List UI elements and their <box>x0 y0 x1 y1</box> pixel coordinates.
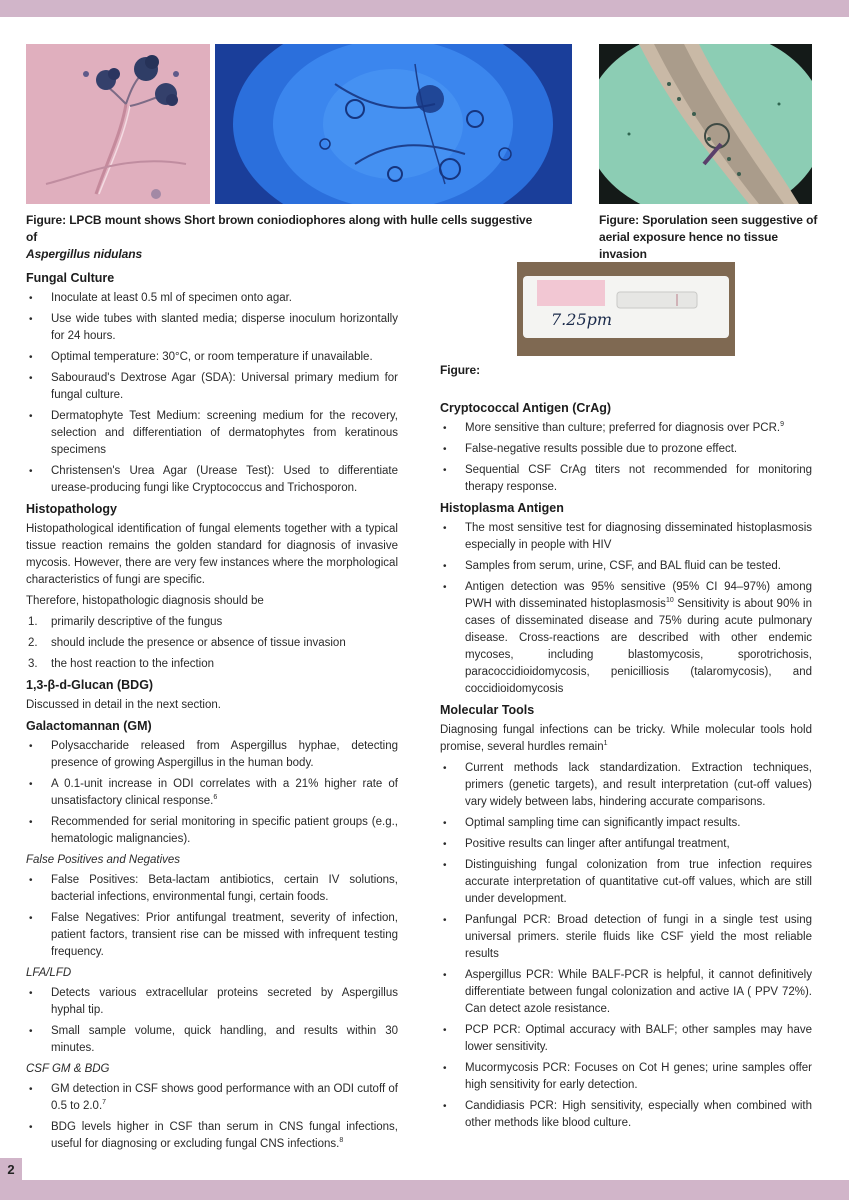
section-molecular-tools <box>440 702 812 1132</box>
list-text: BDG levels higher in CSF than serum in CNS fungal infections, useful for diagnosing or excluding fungal CNS infections. <box>51 1121 398 1150</box>
list-item: • Samples from serum, urine, CSF, and BAL fluid can be tested. <box>440 558 812 575</box>
list-item: • False-negative results possible due to prozone effect. <box>440 441 812 458</box>
heading-crag: Cryptococcal Antigen (CrAg) <box>440 401 612 415</box>
figure-caption-sporulation-line2: aerial exposure hence no tissue invasion <box>599 230 778 261</box>
figure-caption-lpcb <box>26 212 546 263</box>
figure-caption-lpcb-line2: Aspergillus nidulans <box>26 247 143 261</box>
list-item: • Sequential CSF CrAg titers not recommended for monitoring therapy response. <box>440 462 812 496</box>
subheading-csf: CSF GM & BDG <box>26 1063 110 1075</box>
list-item: • Optimal sampling time can significantly impact results. <box>440 815 812 832</box>
histopathology-lead: Therefore, histopathologic diagnosis should be <box>26 595 264 607</box>
section-histopathology <box>26 501 398 673</box>
section-bdg <box>26 677 398 714</box>
reference-mark: 9 <box>780 421 785 429</box>
top-decorative-band <box>0 0 849 17</box>
list-text: More sensitive than culture; preferred for diagnosis over PCR. <box>465 422 781 434</box>
csf-list <box>26 1081 398 1153</box>
left-column <box>26 270 398 1157</box>
list-item <box>26 1119 398 1153</box>
section-histoplasma <box>440 500 812 698</box>
right-column <box>440 400 812 1136</box>
reference-mark: 8 <box>339 1137 344 1145</box>
list-item: • False Positives: Beta-lactam antibiotics, certain IV solutions, bacterial infections, environmental fungi, certain foods. <box>26 872 398 906</box>
list-item: • Current methods lack standardization. Extraction techniques, primers (genetic targets), and result interpretation (cut-off values) vary widely between labs, hindering accurate comparisons. <box>440 760 812 811</box>
list-number: 3. <box>28 658 38 670</box>
molecular-intro <box>440 722 812 756</box>
false-positives-list <box>26 872 398 961</box>
list-item: • Candidiasis PCR: High sensitivity, especially when combined with other methods like blood culture. <box>440 1098 812 1132</box>
list-item: • False Negatives: Prior antifungal treatment, severity of infection, patient factors, transient rise can be missed with infrequent testing frequency. <box>26 910 398 961</box>
bdg-text: Discussed in detail in the next section. <box>26 699 221 711</box>
heading-fungal-culture: Fungal Culture <box>26 271 115 285</box>
list-number: 1. <box>28 616 38 628</box>
list-item <box>26 1081 398 1115</box>
heading-histopathology: Histopathology <box>26 502 117 516</box>
list-text: should include the presence or absence of tissue invasion <box>51 637 346 649</box>
list-item: • Aspergillus PCR: While BALF-PCR is helpful, it cannot definitively differentiate between fungal colonization and active IA ( PPV 72%). Can detect azole resistance. <box>440 967 812 1018</box>
list-item: • Recommended for serial monitoring in specific patient groups (e.g., hematologic malignancies). <box>26 814 398 848</box>
subheading-lfa: LFA/LFD <box>26 967 72 979</box>
section-galactomannan <box>26 718 398 1153</box>
list-item: • The most sensitive test for diagnosing disseminated histoplasmosis especially in people with HIV <box>440 520 812 554</box>
test-strip-handwritten-label: 7.25pm <box>551 310 613 329</box>
list-item: • Detects various extracellular proteins secreted by Aspergillus hyphal tip. <box>26 985 398 1019</box>
reference-mark: 6 <box>213 794 218 802</box>
list-item: • Optimal temperature: 30°C, or room temperature if unavailable. <box>26 349 398 366</box>
list-item: • Mucormycosis PCR: Focuses on Cot H genes; urine samples offer high sensitivity for early detection. <box>440 1060 812 1094</box>
heading-bdg: 1,3-β-d-Glucan (BDG) <box>26 678 154 692</box>
histopathology-paragraph: Histopathological identification of fungal elements together with a typical tissue reaction remains the golden standard for diagnosis of invasive mycosis. However, there are very few instances where the morphological characteristics of fungi are specific. <box>26 523 398 586</box>
bottom-decorative-band <box>0 1180 849 1200</box>
list-item: • Inoculate at least 0.5 ml of specimen onto agar. <box>26 290 398 307</box>
section-crag <box>440 400 812 496</box>
lfa-list <box>26 985 398 1057</box>
intro-text: Diagnosing fungal infections can be tricky. While molecular tools hold promise, several hurdles remain <box>440 724 812 753</box>
galactomannan-list <box>26 738 398 848</box>
list-item: • Sabouraud's Dextrose Agar (SDA): Universal primary medium for fungal culture. <box>26 370 398 404</box>
antigen-test-strip-photo <box>517 262 735 356</box>
figure-caption-sporulation <box>599 212 829 263</box>
list-text: Antigen detection was 95% sensitive (95% CI 94–97%) among PWH with disseminated histoplasmosis <box>465 581 812 610</box>
list-item: • Distinguishing fungal colonization from true infection requires accurate interpretation of quantitative cut-off values, which are still under development. <box>440 857 812 908</box>
list-number: 2. <box>28 637 38 649</box>
list-item <box>440 579 812 698</box>
list-item <box>26 776 398 810</box>
list-item: • Positive results can linger after antifungal treatment, <box>440 836 812 853</box>
list-text: primarily descriptive of the fungus <box>51 616 223 628</box>
list-item: • Small sample volume, quick handling, and results within 30 minutes. <box>26 1023 398 1057</box>
figure-caption-sporulation-line1: Figure: Sporulation seen suggestive of <box>599 213 818 227</box>
heading-molecular-tools: Molecular Tools <box>440 703 535 717</box>
heading-galactomannan: Galactomannan (GM) <box>26 719 152 733</box>
list-item: • PCP PCR: Optimal accuracy with BALF; other samples may have lower sensitivity. <box>440 1022 812 1056</box>
figure-caption-lpcb-line1: Figure: LPCB mount shows Short brown coniodiophores along with hulle cells suggestive of <box>26 213 533 244</box>
list-item <box>26 614 398 631</box>
histoplasma-list <box>440 520 812 698</box>
blue-fluorescence-micrograph <box>215 44 572 204</box>
list-item: • Dermatophyte Test Medium: screening medium for the recovery, selection and differentiation of dermatophytes from keratinous specimens <box>26 408 398 459</box>
sporulation-micrograph <box>599 44 812 204</box>
list-text: GM detection in CSF shows good performance with an ODI cutoff of 0.5 to 2.0. <box>51 1083 398 1112</box>
reference-mark: 10 <box>665 597 674 605</box>
fungal-culture-list <box>26 290 398 497</box>
figure-caption-test-strip: Figure: <box>440 363 480 377</box>
lpcb-mount-micrograph <box>26 44 210 204</box>
list-item: • Polysaccharide released from Aspergillus hyphae, detecting presence of growing Aspergillus in the human body. <box>26 738 398 772</box>
list-text: the host reaction to the infection <box>51 658 215 670</box>
subheading-false-positives: False Positives and Negatives <box>26 854 181 866</box>
list-item: • Christensen's Urea Agar (Urease Test): Used to differentiate urease-producing fungi like Cryptococcus and Trichosporon. <box>26 463 398 497</box>
list-item <box>26 635 398 652</box>
reference-mark: 1 <box>603 740 608 748</box>
list-item <box>440 420 812 437</box>
list-text: A 0.1-unit increase in ODI correlates with a 21% higher rate of unsatisfactory clinical response. <box>51 778 398 807</box>
list-text-continued: Sensitivity is about 90% in cases of disseminated disease and 75% during acute pulmonary disease. Cross-reactions are described with other endemic mycoses, including blastomycosis, sporotrichosis, paracoccidioidomycosis, penicilliosis (talaromycosis), and coccidioidomycosis <box>465 598 813 695</box>
list-item: • Use wide tubes with slanted media; disperse inoculum horizontally for 24 hours. <box>26 311 398 345</box>
molecular-list <box>440 760 812 1132</box>
page-number: 2 <box>0 1158 22 1182</box>
section-fungal-culture <box>26 270 398 497</box>
heading-histoplasma: Histoplasma Antigen <box>440 501 564 515</box>
histopathology-numbered-list <box>26 614 398 673</box>
crag-list <box>440 420 812 496</box>
list-item: • Panfungal PCR: Broad detection of fungi in a single test using universal primers. sterile fluids like CSF yield the most reliable results <box>440 912 812 963</box>
list-item <box>26 656 398 673</box>
reference-mark: 7 <box>102 1099 107 1107</box>
